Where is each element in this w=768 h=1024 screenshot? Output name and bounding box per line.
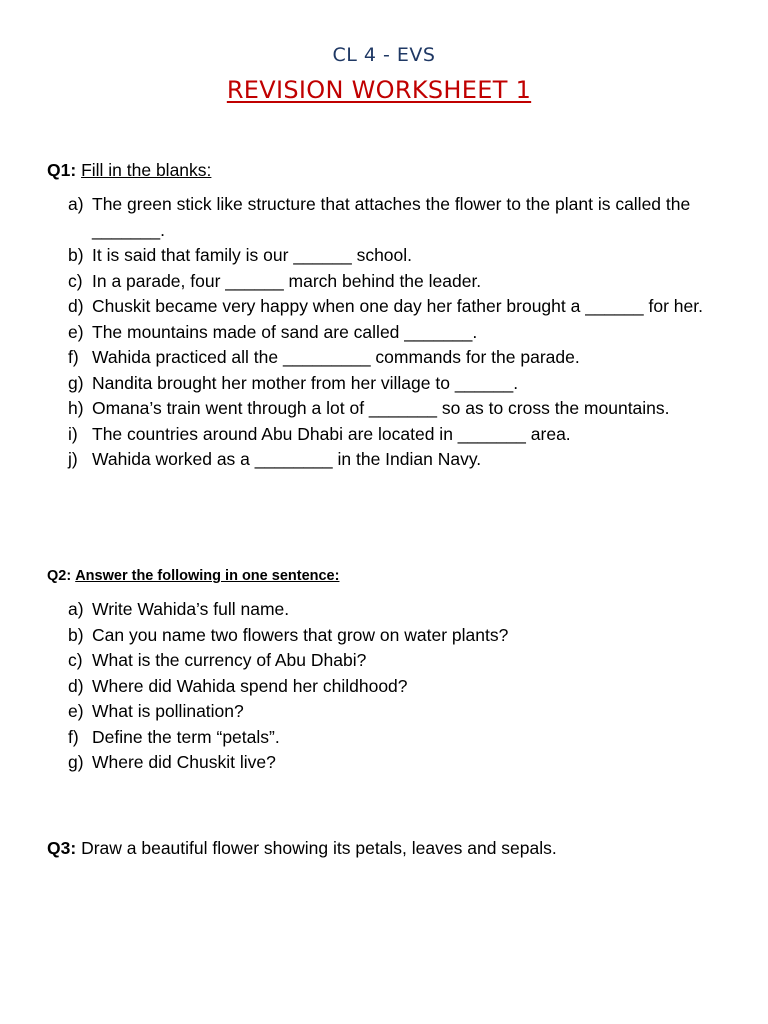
q3-number: Q3: xyxy=(47,838,77,858)
q2-number: Q2: xyxy=(47,568,72,584)
list-item xyxy=(68,422,728,448)
item-text: What is pollination? xyxy=(92,701,244,721)
item-text: In a parade, four ______ march behind the leader. xyxy=(92,270,482,291)
list-item xyxy=(68,192,728,243)
item-marker: i) xyxy=(68,423,78,444)
list-item xyxy=(68,674,728,700)
list-item xyxy=(68,725,728,751)
item-text: It is said that family is our ______ school. xyxy=(92,245,413,265)
item-marker: a) xyxy=(68,599,84,619)
class-subject-line: CL 4 - EVS xyxy=(332,44,436,66)
item-text: Where did Chuskit live? xyxy=(92,752,276,772)
item-marker: e) xyxy=(68,701,84,721)
list-item xyxy=(68,294,728,320)
item-marker: g) xyxy=(68,372,84,393)
list-item xyxy=(68,371,728,397)
list-item xyxy=(68,447,728,473)
item-marker: d) xyxy=(68,296,84,316)
item-text: Write Wahida’s full name. xyxy=(92,599,290,619)
item-text: Wahida practiced all the _________ commands for the parade. xyxy=(92,347,580,367)
item-text: The green stick like structure that attaches the flower to the plant is called the _______. xyxy=(92,194,691,240)
q1-instruction: Fill in the blanks: xyxy=(81,160,212,180)
list-item xyxy=(68,345,728,371)
q1-heading xyxy=(47,160,211,181)
item-text: Can you name two flowers that grow on water plants? xyxy=(92,624,509,645)
list-item xyxy=(68,320,728,346)
item-marker: d) xyxy=(68,675,84,696)
item-marker: b) xyxy=(68,624,84,645)
q2-instruction: Answer the following in one sentence: xyxy=(75,568,340,584)
q3-text: Draw a beautiful flower showing its petals, leaves and sepals. xyxy=(81,838,557,858)
item-marker: g) xyxy=(68,752,84,772)
item-text: Define the term “petals”. xyxy=(92,726,280,747)
q1-list xyxy=(68,192,728,473)
list-item xyxy=(68,750,728,776)
list-item xyxy=(68,396,728,422)
q2-heading xyxy=(47,568,339,584)
list-item xyxy=(68,648,728,674)
q3-heading xyxy=(47,838,557,859)
item-marker: c) xyxy=(68,270,83,291)
item-marker: f) xyxy=(68,347,79,367)
item-text: What is the currency of Abu Dhabi? xyxy=(92,650,367,670)
q2-list xyxy=(68,597,728,776)
worksheet-title: REVISION WORKSHEET 1 xyxy=(226,76,532,104)
item-marker: f) xyxy=(68,726,79,747)
item-marker: a) xyxy=(68,194,84,214)
item-marker: h) xyxy=(68,398,84,418)
item-marker: j) xyxy=(68,449,78,469)
list-item xyxy=(68,623,728,649)
item-text: Chuskit became very happy when one day her father brought a ______ for her. xyxy=(92,296,703,316)
item-text: The countries around Abu Dhabi are located in _______ area. xyxy=(92,423,571,444)
item-marker: b) xyxy=(68,245,84,265)
list-item xyxy=(68,269,728,295)
item-marker: c) xyxy=(68,650,83,670)
list-item xyxy=(68,243,728,269)
item-text: Nandita brought her mother from her village to ______. xyxy=(92,372,519,393)
item-text: The mountains made of sand are called _______. xyxy=(92,321,478,342)
item-text: Omana’s train went through a lot of _______ so as to cross the mountains. xyxy=(92,398,670,418)
list-item xyxy=(68,597,728,623)
item-text: Where did Wahida spend her childhood? xyxy=(92,675,408,696)
list-item xyxy=(68,699,728,725)
item-text: Wahida worked as a ________ in the Indian Navy. xyxy=(92,449,482,469)
q1-number: Q1: xyxy=(47,160,77,180)
item-marker: e) xyxy=(68,321,84,342)
